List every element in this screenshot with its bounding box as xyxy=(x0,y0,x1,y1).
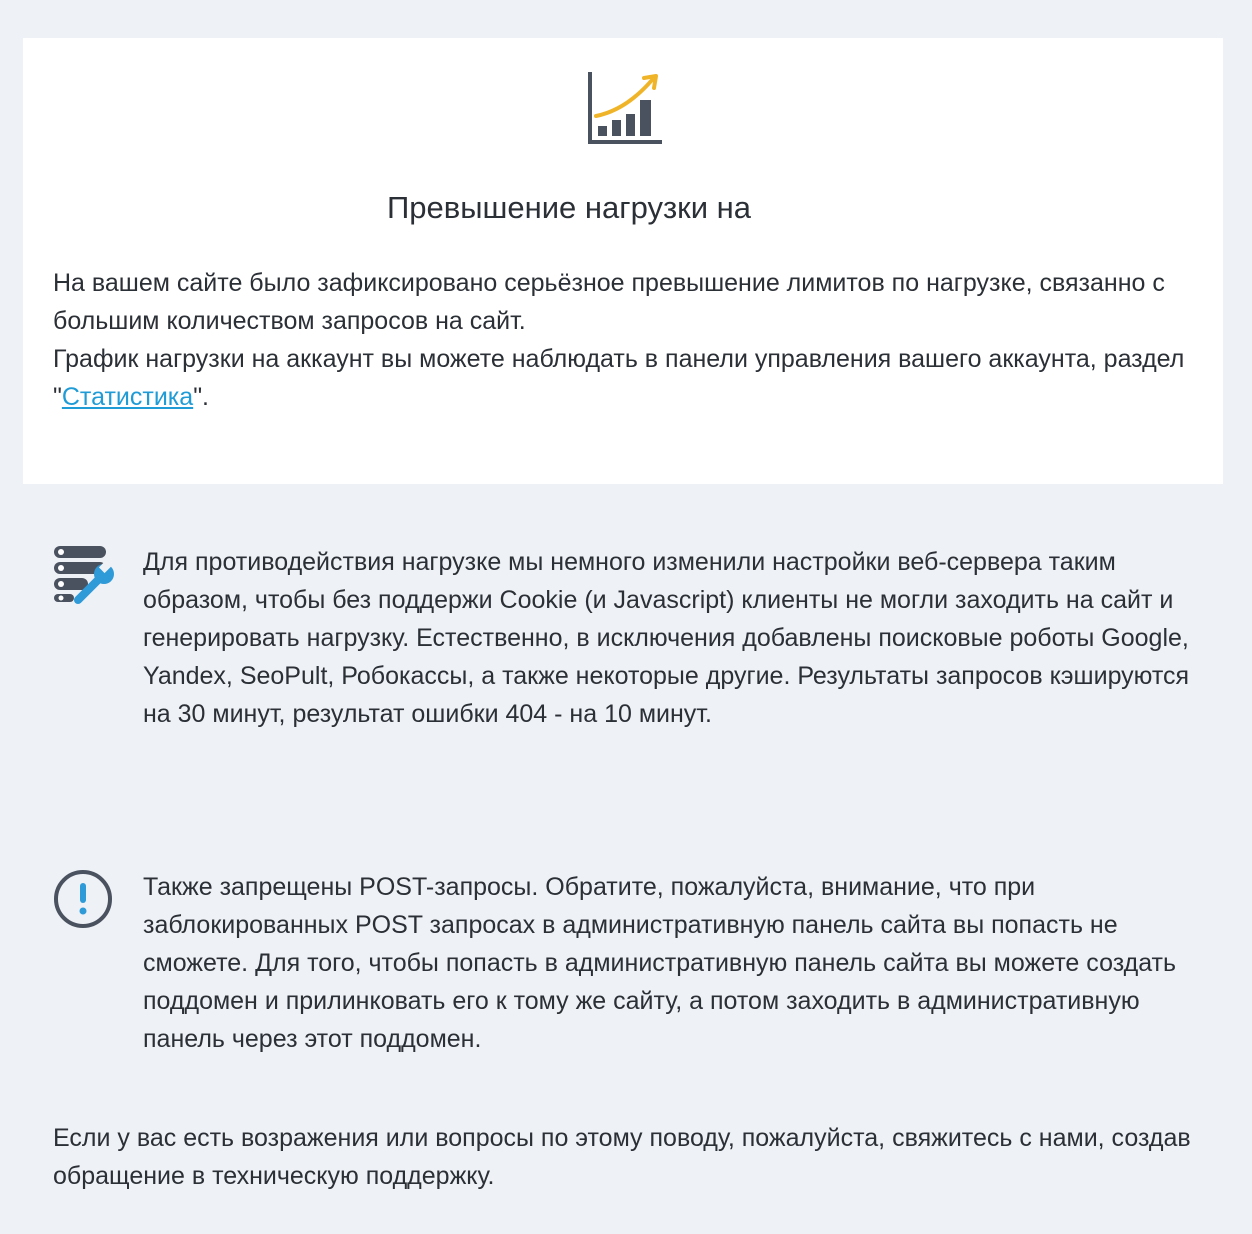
post-section-text: Также запрещены POST-запросы. Обратите, пожалуйста, внимание, что при заблокированных POST запросах в административную панель сайта вы попасть не сможете. Для того, чтобы попасть в административную панель сайта вы можете создать поддомен и прилинковать его к тому же сайту, а потом заходить в административную панель через этот поддомен. xyxy=(143,873,1177,1053)
cookie-section xyxy=(143,543,1193,733)
intro-statistics-paragraph: График нагрузки на аккаунт вы можете наблюдать в панели управления вашего аккаунта, раздел "Статистика". xyxy=(53,345,1185,411)
statistics-link[interactable]: Статистика xyxy=(61,383,194,411)
notice-card xyxy=(23,38,1223,484)
chart-growth-icon xyxy=(586,70,666,146)
footer-text xyxy=(53,1119,1213,1195)
server-settings-icon xyxy=(52,544,116,604)
page-title: Превышение нагрузки на xyxy=(387,190,752,225)
cookie-section-text: Для противодействия нагрузке мы немного изменили настройки веб-сервера таким образом, чтобы без поддержи Cookie (и Javascript) клиенты не могли заходить на сайт и генерировать нагрузку. Естественно, в исключения добавлены поисковые роботы Google, Yandex, SeoPult, Робокассы, а также некоторые другие. Результаты запросов кэшируются на 30 минут, результат ошибки 404 - на 10 минут. xyxy=(143,548,1190,728)
footer-paragraph: Если у вас есть возражения или вопросы по этому поводу, пожалуйста, свяжитесь с нами, создав обращение в техническую поддержку. xyxy=(53,1124,1191,1190)
intro-paragraph: На вашем сайте было зафиксировано серьёзное превышение лимитов по нагрузке, связанно с большим количеством запросов на сайт. xyxy=(53,269,1165,335)
post-section xyxy=(143,868,1193,1058)
exclamation-circle-icon xyxy=(52,868,114,930)
intro-text xyxy=(53,264,1203,416)
